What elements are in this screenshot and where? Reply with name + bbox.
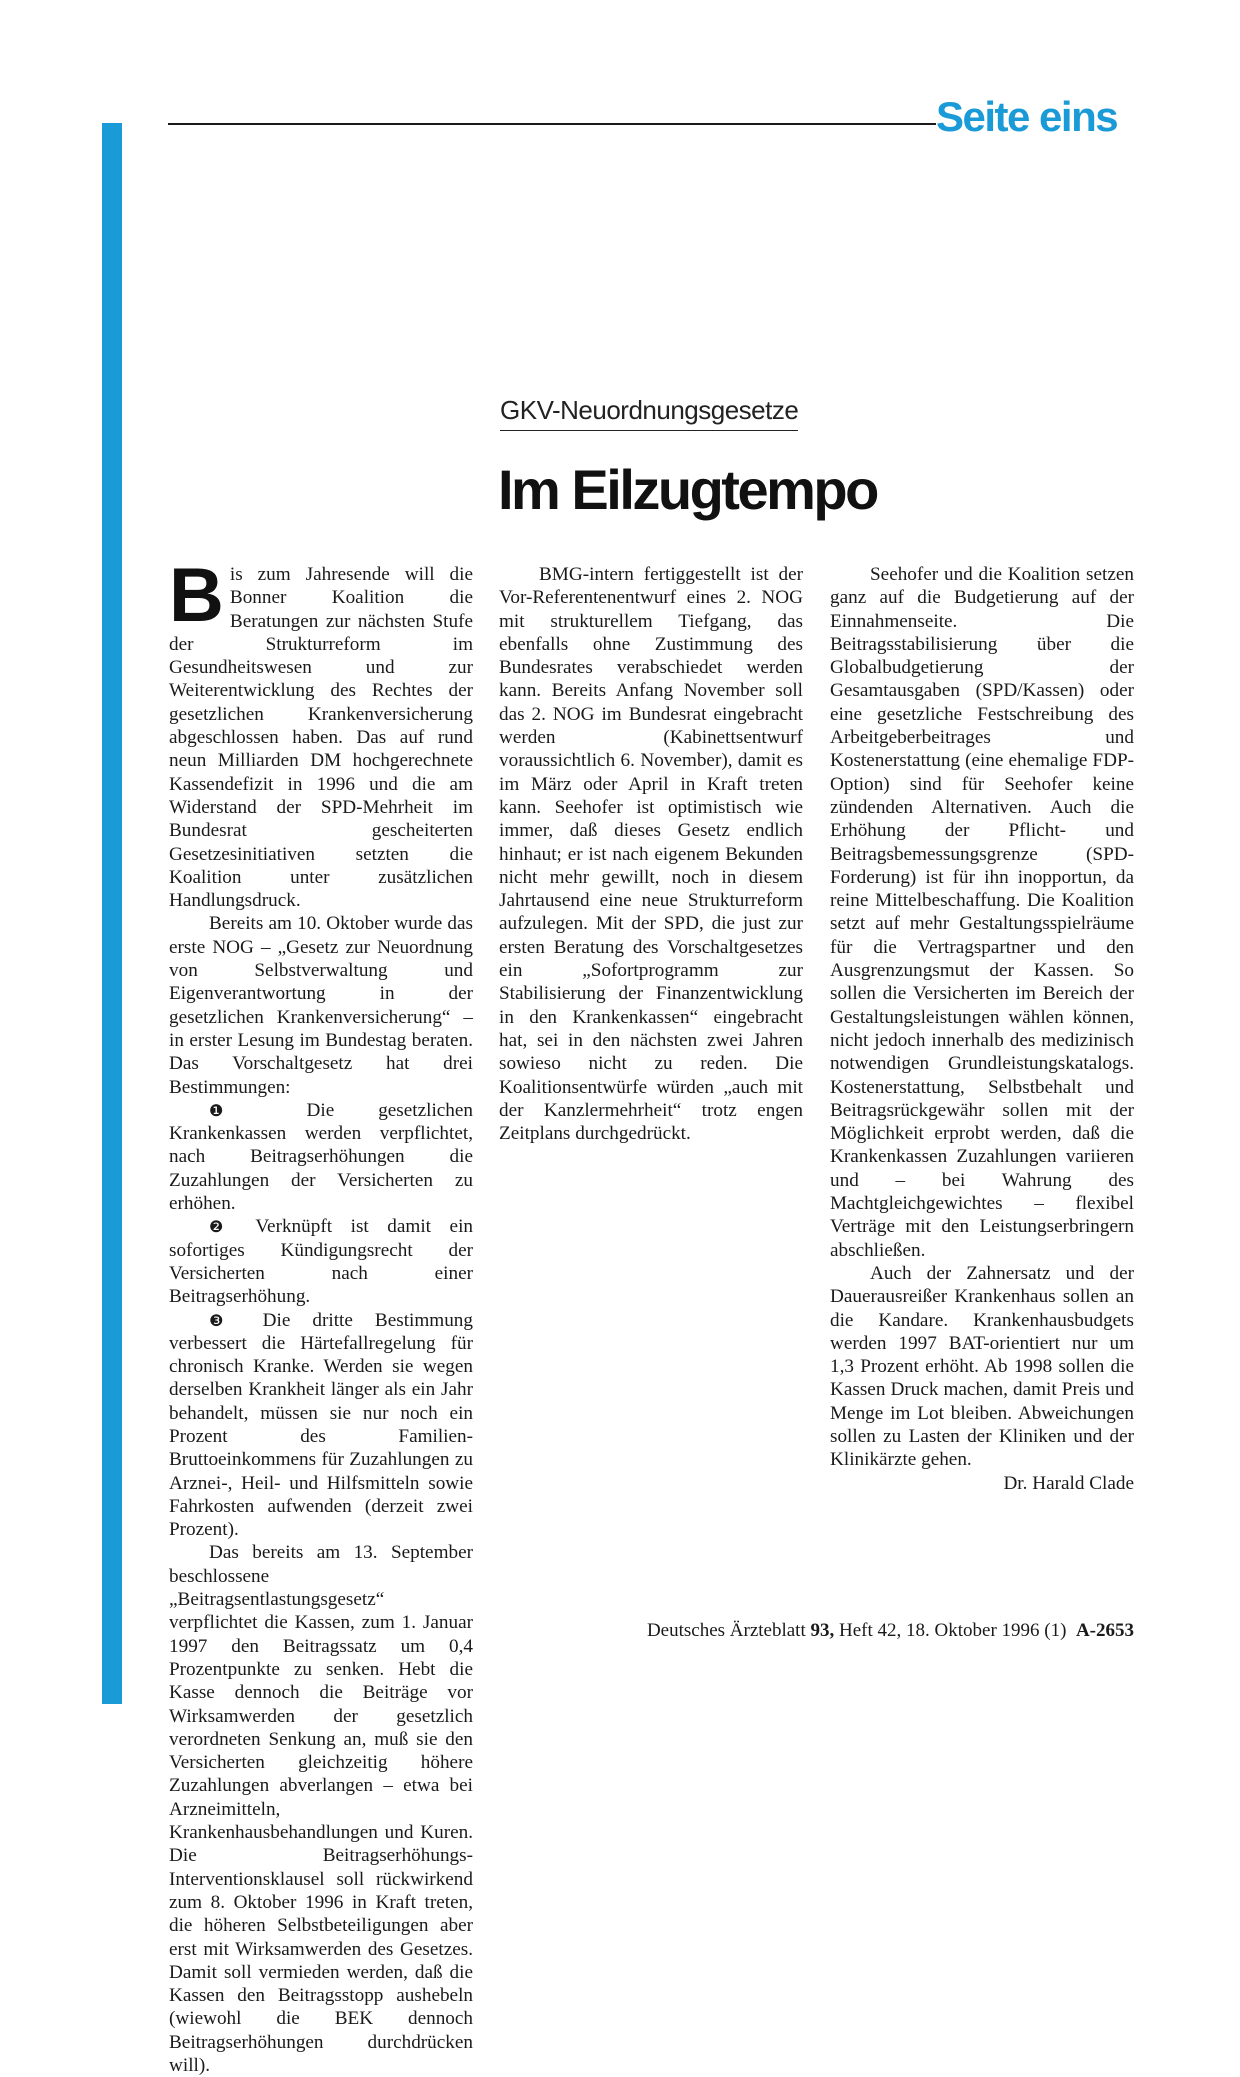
paragraph-6-text: Auch der Zahnersatz und der Dauerausreißer Krankenhaus sollen an die Kandare. Krankenhausbudgets werden 1997 BAT-orientiert nur um 1,3 Prozent erhöht. Ab 1998 sollen die Kassen Druck machen, damit Preis und Menge im Lot bleiben. Abweichungen sollen zu Lasten der Kliniken und der Klinikärzte gehen. [830, 1262, 1134, 1471]
paragraph-3: Das bereits am 13. September beschlossene „Beitragsentlastungsgesetz“ verpflichtet die Kassen, zum 1. Januar 1997 den Beitragssatz um 0,4 Prozentpunkte zu senken. Hebt die Kasse dennoch die Beiträge vor Wirksamwerden der gesetzlich verordneten Senkung an, muß sie den Versicherten gleichzeitig höhere Zuzahlungen abverlangen – etwa bei Arzneimitteln, Krankenhausbehandlungen und Kuren. Die Beitragserhöhungs-Interventionsklausel soll rückwirkend zum 8. Oktober 1996 in Kraft treten, die höheren Selbstbeteiligungen aber erst mit Wirksamwerden des Gesetzes. Damit soll vermieden werden, daß die Kassen den Beitragsstopp aushebeln (wiewohl die BEK dennoch Beitragserhöhungen durchdrücken will). [169, 1542, 473, 2076]
article-column-1 [169, 553, 474, 2077]
page-number: A-2653 [1075, 1620, 1134, 1641]
page-footer [647, 1620, 1134, 1642]
article-column-3 [830, 563, 1134, 1495]
article-kicker: GKV-Neuordnungsgesetze [500, 396, 798, 431]
article-headline: Im Eilzugtempo [498, 458, 877, 521]
numbered-bullet-3: ❸ [209, 1310, 241, 1330]
list-item-1-text: Die gesetzlichen Krankenkassen werden verpflichtet, nach Beitragserhöhungen die Zuzahlungen der Versicherten zu erhöhen. [169, 1099, 474, 1215]
paragraph-1-text: is zum Jahresende will die Bonner Koalition die Beratungen zur nächsten Stufe der Strukturreform im Gesundheitswesen und zur Weiterentwicklung des Rechtes der gesetzlichen Krankenversicherung abgeschlossen haben. Das auf rund neun Milliarden DM hochgerechnete Kassendefizit in 1996 und die am Widerstand der SPD-Mehrheit im Bundesrat gescheiterten Gesetzesinitiativen setzten die Koalition unter zusätzlichen Handlungsdruck. [169, 564, 473, 912]
side-accent-bar [102, 123, 122, 1704]
paragraph-4: BMG-intern fertiggestellt ist der Vor-Referentenentwurf eines 2. NOG mit strukturellem Tiefgang, das ebenfalls ohne Zustimmung des Bundesrates verabschiedet werden kann. Bereits Anfang November soll das 2. NOG im Bundesrat eingebracht werden (Kabinettsentwurf voraussichtlich 6. November), damit es im März oder April in Kraft treten kann. Seehofer ist optimistisch wie immer, daß dieses Gesetz endlich hinhaut; er ist nach eigenem Bekunden nicht mehr gewillt, noch in diesem Jahrtausend eine neue Strukturreform aufzulegen. Mit der SPD, die just zur ersten Beratung des Vorschaltgesetzes ein „Sofortprogramm zur Stabilisierung der Finanzentwicklung in den Krankenkassen“ eingebracht hat, sei in den nächsten zwei Jahren sowieso nicht zu reden. Die Koalitionsentwürfe würden „auch mit der Kanzlermehrheit“ trotz engen Zeitplans durchgedrückt. [499, 564, 803, 1145]
numbered-bullet-2: ❷ [209, 1217, 238, 1237]
article-column-2 [499, 563, 803, 1145]
header-rule [168, 123, 936, 125]
list-item-2-text: Verknüpft ist damit ein sofortiges Kündigungsrecht der Versicherten nach einer Beitragserhöhung. [169, 1216, 474, 1308]
list-item-2 [169, 1215, 473, 1308]
list-item-3-text: Die dritte Bestimmung verbessert die Härtefallregelung für chronisch Kranke. Werden sie wegen derselben Krankheit länger als ein Jahr behandelt, müssen sie nur noch ein Prozent des Familien-Bruttoeinkommens für Zuzahlungen zu Arznei-, Heil- und Hilfsmitteln sowie Fahrkosten aufwenden (derzeit zwei Prozent). [169, 1309, 473, 1541]
list-item-1 [169, 1099, 473, 1215]
paragraph-1 [169, 553, 473, 912]
numbered-bullet-1: ❶ [209, 1100, 263, 1120]
issue-date: Heft 42, 18. Oktober 1996 (1) [839, 1620, 1067, 1641]
journal-volume: 93, [810, 1620, 835, 1641]
paragraph-6 [830, 1262, 1134, 1494]
dropcap: B [169, 553, 224, 638]
paragraph-2: Bereits am 10. Oktober wurde das erste NOG – „Gesetz zur Neuordnung von Selbstverwaltung und Eigenverantwortung in der gesetzlichen Krankenversicherung“ – in erster Lesung im Bundestag beraten. Das Vorschaltgesetz hat drei Bestimmungen: [169, 913, 473, 1098]
paragraph-5: Seehofer und die Koalition setzen ganz auf die Budgetierung auf der Einnahmenseite. Die Beitragsstabilisierung über die Globalbudgetierung der Gesamtausgaben (SPD/Kassen) oder eine gesetzliche Festschreibung des Arbeitgeberbeitrages und Kostenerstattung (eine ehemalige FDP-Option) sind für Seehofer keine zündenden Alternativen. Auch die Erhöhung der Pflicht- und Beitragsbemessungsgrenze (SPD-Forderung) ist für ihn inopportun, da reine Mittelbeschaffung. Die Koalition setzt auf mehr Gestaltungsspielräume für die Vertragspartner und den Ausgrenzungsmut der Kassen. So sollen die Versicherten im Bereich der Gestaltungsleistungen wählen können, nicht jedoch innerhalb des medizinisch notwendigen Grundleistungskatalogs. Kostenerstattung, Selbstbehalt und Beitragsrückgewähr sollen mit der Möglichkeit erprobt werden, daß die Krankenkassen Zuzahlungen variieren und – bei Wahrung des Machtgleichgewichtes – flexibel Verträge mit den Leistungserbringern abschließen. [830, 564, 1134, 1261]
journal-name: Deutsches Ärzteblatt [646, 1620, 806, 1641]
author-name: Dr. Harald Clade [1003, 1472, 1134, 1494]
section-label: Seite eins [936, 93, 1118, 140]
list-item-3 [169, 1309, 473, 1542]
